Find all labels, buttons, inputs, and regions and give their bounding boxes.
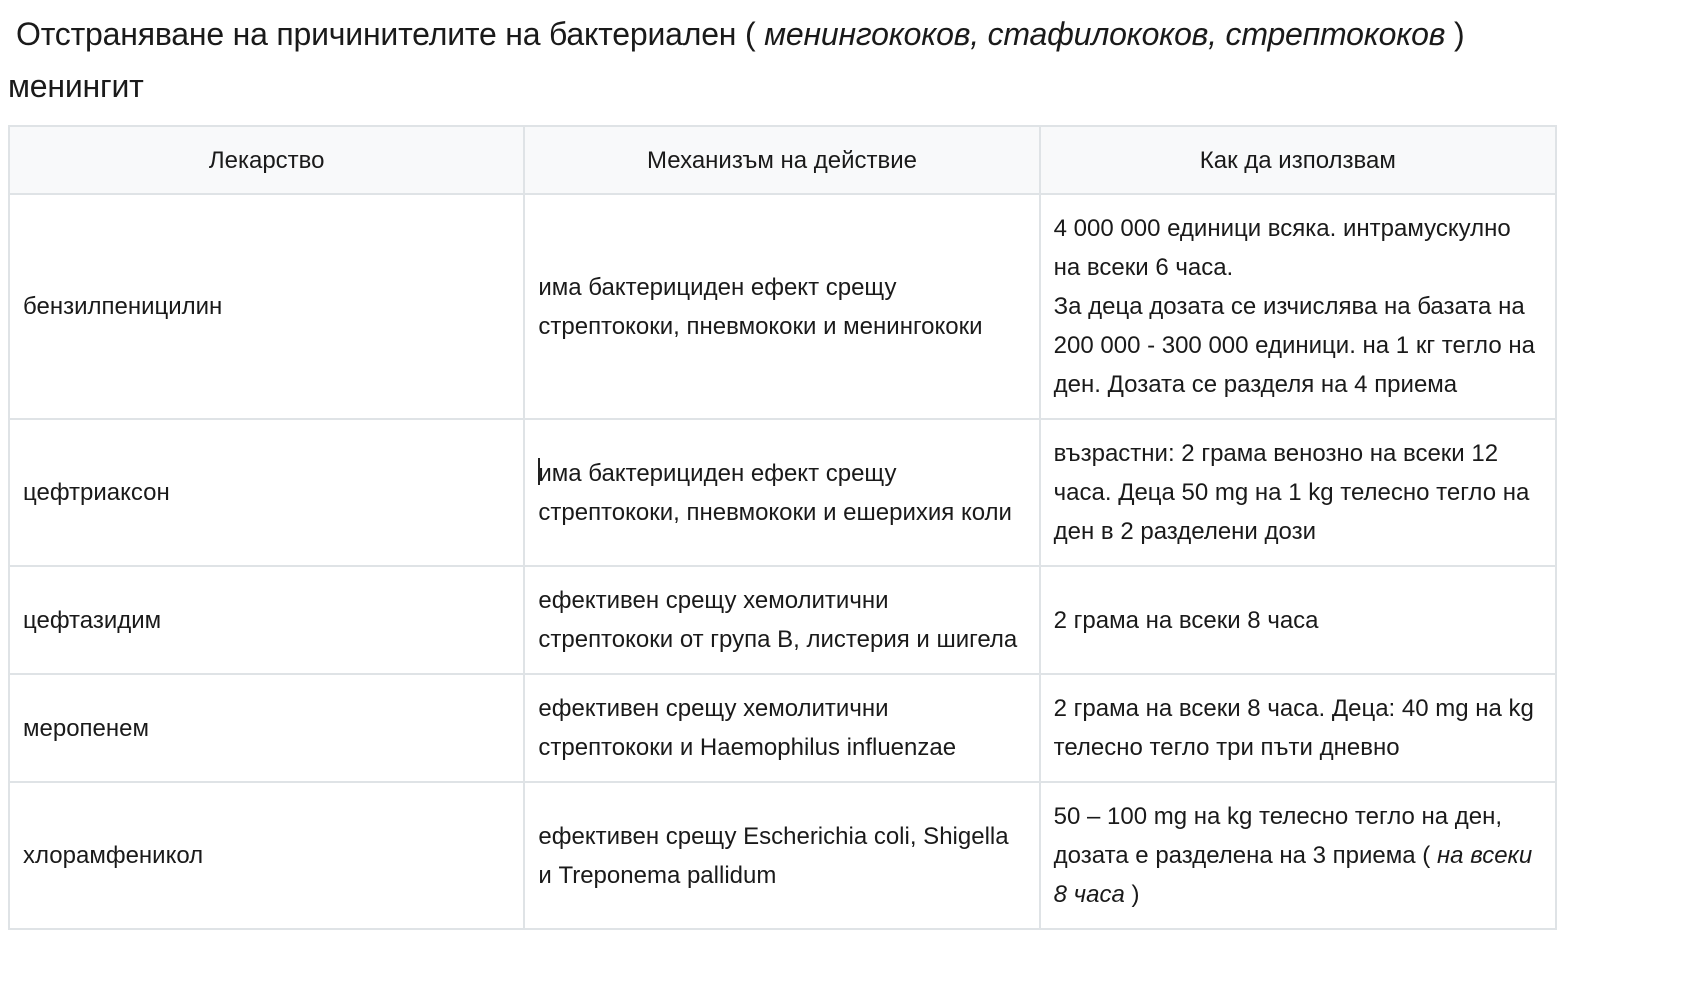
- usage-text: 50 – 100 mg на kg телесно тегло на ден, дозата е разделена на 3 приема (: [1053, 803, 1503, 869]
- table-row: [9, 782, 1556, 929]
- table-row: [9, 566, 1556, 674]
- drug-usage: възрастни: 2 грама венозно на всеки 12 часа. Деца 50 mg на 1 kg телесно тегло на ден в 2 разделени дози: [1040, 419, 1556, 566]
- heading-suffix: ) менингит: [8, 16, 1465, 104]
- drug-name: цефтриаксон: [9, 419, 524, 566]
- drug-mechanism-cell: [524, 419, 1039, 566]
- drug-usage: [1040, 194, 1556, 419]
- drug-table: [8, 125, 1557, 930]
- drug-usage: 2 грама на всеки 8 часа. Деца: 40 mg на kg телесно тегло три пъти дневно: [1040, 674, 1556, 782]
- drug-name: цефтазидим: [9, 566, 524, 674]
- drug-mechanism: има бактерициден ефект срещу стрептококи, пневмококи и менингококи: [524, 194, 1039, 419]
- drug-name: хлорамфеникол: [9, 782, 524, 929]
- drug-usage: 2 грама на всеки 8 часа: [1040, 566, 1556, 674]
- header-usage: Как да използвам: [1040, 126, 1556, 194]
- table-row: [9, 419, 1556, 566]
- usage-interval: на всеки 8 часа: [1053, 842, 1533, 908]
- drug-usage: [1040, 782, 1556, 929]
- drug-mechanism: ефективен срещу хемолитични стрептококи от група B, листерия и шигела: [524, 566, 1039, 674]
- drug-mechanism: ефективен срещу хемолитични стрептококи и Haemophilus influenzae: [524, 674, 1039, 782]
- header-drug: Лекарство: [9, 126, 524, 194]
- heading-prefix: Отстраняване на причинителите на бактериален (: [16, 16, 756, 52]
- heading-organisms: менингококов, стафилококов, стрептококов: [764, 16, 1446, 52]
- drug-mechanism: има бактерициден ефект срещу стрептококи, пневмококи и ешерихия коли: [538, 459, 1012, 526]
- usage-adult: 4 000 000 единици всяка. интрамускулно на всеки 6 часа.: [1053, 215, 1511, 281]
- table-row: [9, 674, 1556, 782]
- drug-name: бензилпеницилин: [9, 194, 524, 419]
- usage-close: ): [1131, 881, 1140, 908]
- page-heading: [8, 8, 1568, 112]
- usage-children: За деца дозата се изчислява на базата на 200 000 - 300 000 единици. на 1 кг тегло на ден. Дозата се разделя на 4 приема: [1053, 293, 1535, 398]
- header-mechanism: Механизъм на действие: [524, 126, 1039, 194]
- drug-mechanism: ефективен срещу Escherichia coli, Shigella и Treponema pallidum: [524, 782, 1039, 929]
- drug-name: меропенем: [9, 674, 524, 782]
- table-row: [9, 194, 1556, 419]
- table-header-row: [9, 126, 1556, 194]
